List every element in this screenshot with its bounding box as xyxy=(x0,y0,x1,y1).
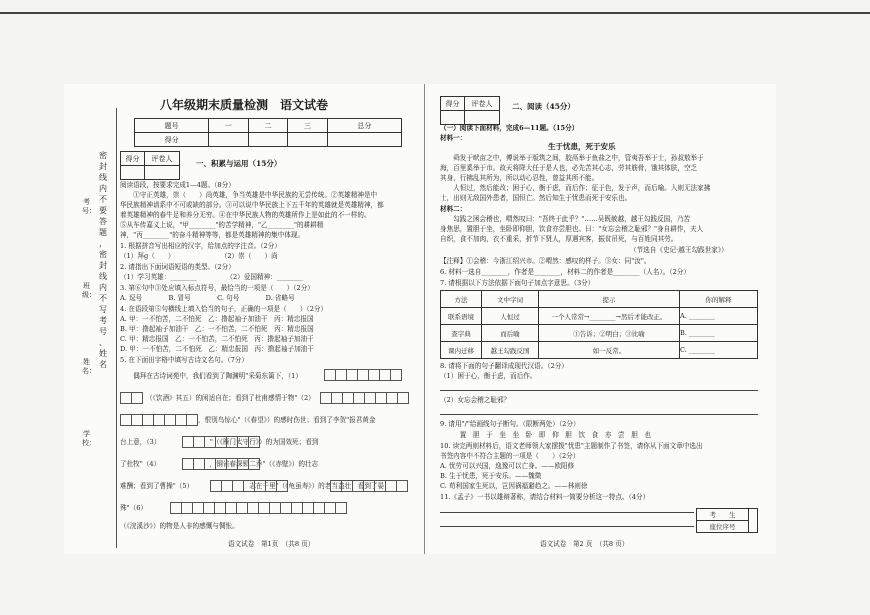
answer-grid-5[interactable] xyxy=(210,480,287,491)
score-table: 题号 一 二 三 总分 得分 xyxy=(134,118,402,147)
option-c[interactable]: C. 苟利国家生死以，岂因祸福避趋之。——林则徐 xyxy=(440,482,588,490)
poem-line: （《饮酒》其五）的闲适自在；看到了杜甫感情于物"（2） xyxy=(146,394,315,402)
answer-grid-1[interactable] xyxy=(324,369,401,380)
grader-box-1: 得分 评卷人 xyxy=(120,151,180,180)
option-b[interactable]: B. 甲：撸起袖子加油干 乙：一不怕苦，二不怕死 丙：精忠报国 xyxy=(120,325,314,333)
question-3-options[interactable]: A. 逗号 B. 冒号 C. 句号 D. 省略号 xyxy=(120,294,295,302)
class-label: 班级： xyxy=(82,282,96,299)
binding-warning: 密 封 线 内 不 要 答 题 ， 密 封 线 内 不 写 考 号 、 姓 名 xyxy=(99,151,107,369)
text-line: ⑤从车传嘉义上说，"甲________"的苦学精神，"乙________"的耕耕精 xyxy=(120,221,324,229)
name-label: 姓名： xyxy=(82,358,96,375)
subsection-heading: （一）阅读下面材料，完成6—11题。（15分） xyxy=(440,124,579,132)
passage-line: 舜发于畎亩之中，傅说举于版筑之间，胶鬲举于鱼盐之中，管夷吾举于士，孙叔敖举于 xyxy=(440,154,704,162)
question-2-items[interactable]: （1）学习英雄：________ （2）爱国精神：________ xyxy=(120,273,304,281)
question-9: 9. 请用"/"给画线句子断句。（限断两处）（2分） xyxy=(440,420,580,428)
exam-number-label: 考号： xyxy=(82,198,96,215)
question-4: 4. 在语段第⑤句横线上填入恰当的句子，正确的一项是（ ）（2分） xyxy=(120,305,328,313)
question-11: 11.《孟子》一书以雄辩著称，请结合材料一简要分析这一特点。（4分） xyxy=(440,493,650,501)
option-c[interactable]: C. 甲：精忠报国 乙：一不怕苦，二不怕死 丙：撸起袖子加油干 xyxy=(120,335,314,343)
answer-grid-4[interactable] xyxy=(182,458,259,469)
question-9-sentence[interactable]: 置 胆 于 坐 坐 卧 即 仰 胆 饮 食 亦 尝 胆 也 xyxy=(440,431,651,439)
answer-grid-1b[interactable] xyxy=(120,392,142,403)
grader-box-2: 得分 评卷人 xyxy=(440,96,500,125)
text-line: 华民族精神谱系中不可或缺的部分。③可以说中华民族上下五千年的英雄就是英雄精神，都 xyxy=(120,201,384,209)
poem-line: （《浣溪沙》）的物是人非的感慨与惆怅。 xyxy=(120,522,239,530)
option-a[interactable]: A. 甲：一不怕苦，二不怕死 乙：撸起袖子加油干 丙：精忠报国 xyxy=(120,315,314,323)
passage-line: 其身，行拂乱其所为，所以动心忍性，曾益其所不能。 xyxy=(440,174,599,182)
text-line: 神，"丙________"的奋斗精神等等，都是英雄精神的集中体现。 xyxy=(120,231,305,239)
question-10-cont: 书签内容中不符合主题的一项是（ ）（2分） xyxy=(440,452,580,460)
question-1: 1. 根据拼音写出相应的汉字，给加点的字注音。（2分） xyxy=(120,242,281,250)
text-line: ①守正英雄，崇（ ）尚英雄，争当英雄是中华民族的无尝传统。②英雄精神是中 xyxy=(120,191,378,199)
annotation: 【注释】①会稽：今浙江绍兴市。②喟然：感叹的样子。③女：同"汝"。 xyxy=(440,257,651,265)
text-line: 阅读语段，按要求完成1—4题。（8分） xyxy=(120,181,235,189)
question-7: 7. 请根据以下方法依据下面句子加点字意思。（3分） xyxy=(440,279,595,287)
answer-grid-5b[interactable] xyxy=(330,480,407,491)
question-8-2: （2）女忘会稽之耻邪？ xyxy=(440,396,511,404)
material-one-label: 材料一： xyxy=(440,134,467,142)
answer-line[interactable] xyxy=(440,512,694,513)
poem-line: 殊"（6） xyxy=(120,504,148,512)
poem-line: 偶拜在古诗词苑中，我们看到了陶渊明"采菊东篱下，（1） xyxy=(120,372,302,380)
answer-grid-2b[interactable] xyxy=(120,414,197,425)
school-label: 学校： xyxy=(82,430,96,447)
poem-line: 难酬；看到了曹操"（5） ，志在千里"（《龟虽寿》）的老当益壮；看到了晏 xyxy=(120,482,385,490)
passage-line: 海，百里奚举于市。故天将降大任于是人也，必先苦其心志，劳其筋骨，饿其体肤，空乏 xyxy=(440,164,698,172)
passage-line: 勾践之困会稽也，喟然叹曰："吾终于此乎？"……吴既赦越，越王勾践反国，乃苦 xyxy=(440,215,691,223)
poem-line: 了杜牧"（4） ，铜雀春深锁二乔"（《赤壁》）的壮志 xyxy=(120,460,319,468)
answer-grid-3[interactable] xyxy=(182,436,259,447)
option-a[interactable]: A. 忧劳可以兴国，逸豫可以亡身。——欧阳修 xyxy=(440,462,575,470)
answer-line[interactable] xyxy=(440,414,758,415)
method-table: 方法 文中字词 提示 你的解释 联系语境 人恒过 一个人常常→________→然后才能改正。 A. ________ 查字典 而后喻 ①告诉；②明白；③比喻 B. ________ 课内迁移 越王勾践反国 如一反常。 C. ________ xyxy=(440,290,758,359)
answer-grid-6[interactable] xyxy=(170,502,346,513)
poem-line: ，恨别鸟惊心"（《春望》）的感时伤世；看到了李贺"报君黄金 xyxy=(198,416,376,424)
passage-line: 身焦思，置胆于坐，坐卧即仰胆，饮食亦尝胆也。曰："女忘会稽之耻邪？"身自耕作，夫人 xyxy=(440,225,704,233)
section-one-heading: 一、积累与运用（15分） xyxy=(196,159,282,168)
top-rule xyxy=(0,12,870,14)
text-line: 着英雄精神的春牛足和养分无穷。④在中华民族人物的英雄所作上是如此的不一样的。 xyxy=(120,211,371,219)
question-5: 5. 在下面田字格中填写古诗文名句。（7分） xyxy=(120,356,248,364)
page-divider xyxy=(424,84,425,554)
passage-line: 士，出则无敌国外患者，国恒亡。然后知生于忧患而死于安乐也。 xyxy=(440,194,632,202)
exam-title: 八年级期末质量检测 语文试卷 xyxy=(160,98,329,112)
seat-number-box: 考 生 座位序号 xyxy=(696,508,758,533)
answer-grid-2[interactable] xyxy=(320,392,408,403)
passage-source: （节选自《史记·越王勾践世家》） xyxy=(630,246,728,254)
answer-line[interactable] xyxy=(440,390,758,391)
question-3: 3. 第⑥句中③处应填入标点符号，最恰当的一项是（ ）（2分） xyxy=(120,284,314,292)
question-8-1: （1）困于心，衡于虑，而后作。 xyxy=(440,372,537,380)
material-two-label: 材料二： xyxy=(440,205,467,213)
passage-title: 生于忧患，死于安乐 xyxy=(548,142,616,151)
option-b[interactable]: B. 生于忧患，死于安乐。——魏徵 xyxy=(440,472,542,480)
question-6[interactable]: 6. 材料一选自________，作者是________，材料二的作者是________（人名）。（2分） xyxy=(440,268,690,276)
binding-line xyxy=(116,108,117,548)
page-footer-1: 语文试卷 第1页 （共8 页） xyxy=(228,540,315,548)
question-1-items[interactable]: （1）拜ɡ（ ） （2）崇（ ）尚 xyxy=(120,252,278,260)
question-8: 8. 请将下面的句子翻译成现代汉语。（2分） xyxy=(440,362,568,370)
poem-line: 台上意，（3） "（《雁门太守行》）的为国效死；看到 xyxy=(120,438,319,446)
question-10: 10. 读完两则材料后，语文老师领大家摆拨"忧患"主题制作了书签，请你从下面文章中选出 xyxy=(440,442,703,450)
section-two-heading: 二、阅读（45分） xyxy=(512,102,575,111)
question-2: 2. 请指出下面词语短语的类型。（2分） xyxy=(120,263,235,271)
answer-line[interactable] xyxy=(440,526,694,527)
option-d[interactable]: D. 甲：一不怕苦，二不怕死 乙：精忠报国 丙：撸起袖子加油干 xyxy=(120,345,314,353)
passage-line: 自织，食不加肉，衣不重采，折节下贤人，厚遇宾客，振贫吊死，与百姓同其劳。 xyxy=(440,235,678,243)
page-footer-2: 语文试卷 第2 页 （共8 页） xyxy=(540,540,629,548)
passage-line: 人恒过，然后能改；困于心，衡于虑，而后作；征于色，发于声，而后喻。入则无法家拂 xyxy=(440,184,711,192)
